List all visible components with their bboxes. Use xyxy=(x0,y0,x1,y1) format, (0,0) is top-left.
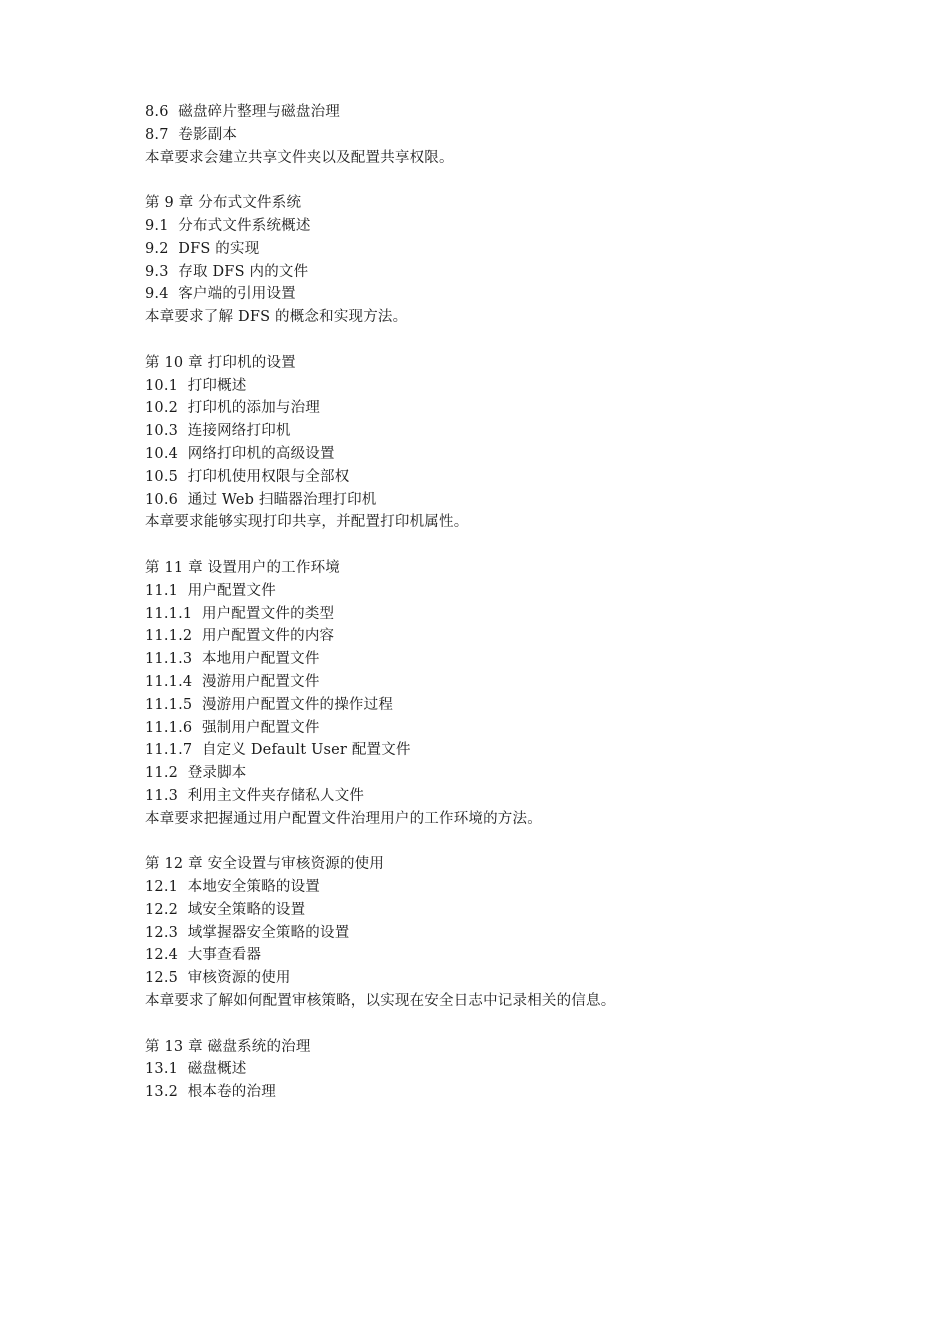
subsection-item: 11.1.7 自定义 Default User 配置文件 xyxy=(145,742,411,759)
blank-line xyxy=(145,169,905,192)
section-item: 10.6 通过 Web 扫瞄器治理打印机 xyxy=(145,491,377,508)
section-item: 11.3 利用主文件夹存储私人文件 xyxy=(145,787,365,804)
chapter-heading: 第 9 章 分布式文件系统 xyxy=(145,195,302,212)
chapter-heading: 第 13 章 磁盘系统的治理 xyxy=(145,1038,311,1055)
section-item: 9.4 客户端的引用设置 xyxy=(145,286,296,303)
section-item: 10.2 打印机的添加与治理 xyxy=(145,400,321,417)
section-item: 10.4 网络打印机的高级设置 xyxy=(145,445,335,462)
section-item: 12.3 域掌握器安全策略的设置 xyxy=(145,924,350,941)
document-body xyxy=(145,101,905,1104)
chapter-summary: 本章要求把握通过用户配置文件治理用户的工作环境的方法。 xyxy=(145,810,542,827)
subsection-item: 11.1.2 用户配置文件的内容 xyxy=(145,628,335,645)
chapter-summary: 本章要求能够实现打印共享，并配置打印机属性。 xyxy=(145,514,469,531)
section-item: 12.2 域安全策略的设置 xyxy=(145,901,306,918)
blank-line xyxy=(145,534,905,557)
section-item: 11.2 登录脚本 xyxy=(145,765,247,782)
blank-line xyxy=(145,831,905,854)
chapter-heading: 第 11 章 设置用户的工作环境 xyxy=(145,559,340,576)
section-item: 12.1 本地安全策略的设置 xyxy=(145,879,321,896)
subsection-item: 11.1.6 强制用户配置文件 xyxy=(145,719,320,736)
chapter-heading: 第 10 章 打印机的设置 xyxy=(145,354,296,371)
section-item: 8.6 磁盘碎片整理与磁盘治理 xyxy=(145,104,340,120)
section-item: 8.7 卷影副本 xyxy=(145,126,238,143)
section-item: 12.4 大事查看器 xyxy=(145,947,262,964)
blank-line xyxy=(145,1013,905,1036)
section-item: 13.1 磁盘概述 xyxy=(145,1061,247,1078)
blank-line xyxy=(145,329,905,352)
chapter-summary: 本章要求了解 DFS 的概念和实现方法。 xyxy=(145,309,408,326)
subsection-item: 11.1.5 漫游用户配置文件的操作过程 xyxy=(145,696,394,713)
section-item: 12.5 审核资源的使用 xyxy=(145,970,291,987)
section-item: 9.2 DFS 的实现 xyxy=(145,240,260,257)
section-item: 9.3 存取 DFS 内的文件 xyxy=(145,263,309,280)
section-item: 13.2 根本卷的治理 xyxy=(145,1084,276,1101)
subsection-item: 11.1.3 本地用户配置文件 xyxy=(145,651,320,668)
section-item: 9.1 分布式文件系统概述 xyxy=(145,217,311,234)
subsection-item: 11.1.1 用户配置文件的类型 xyxy=(145,605,335,622)
section-item: 10.1 打印概述 xyxy=(145,377,247,394)
chapter-heading: 第 12 章 安全设置与审核资源的使用 xyxy=(145,856,385,873)
section-item: 11.1 用户配置文件 xyxy=(145,582,276,599)
section-item: 10.3 连接网络打印机 xyxy=(145,423,291,440)
chapter-summary: 本章要求了解如何配置审核策略，以实现在安全日志中记录相关的信息。 xyxy=(145,993,616,1010)
subsection-item: 11.1.4 漫游用户配置文件 xyxy=(145,673,320,690)
section-item: 10.5 打印机使用权限与全部权 xyxy=(145,468,350,485)
chapter-summary: 本章要求会建立共享文件夹以及配置共享权限。 xyxy=(145,149,454,166)
